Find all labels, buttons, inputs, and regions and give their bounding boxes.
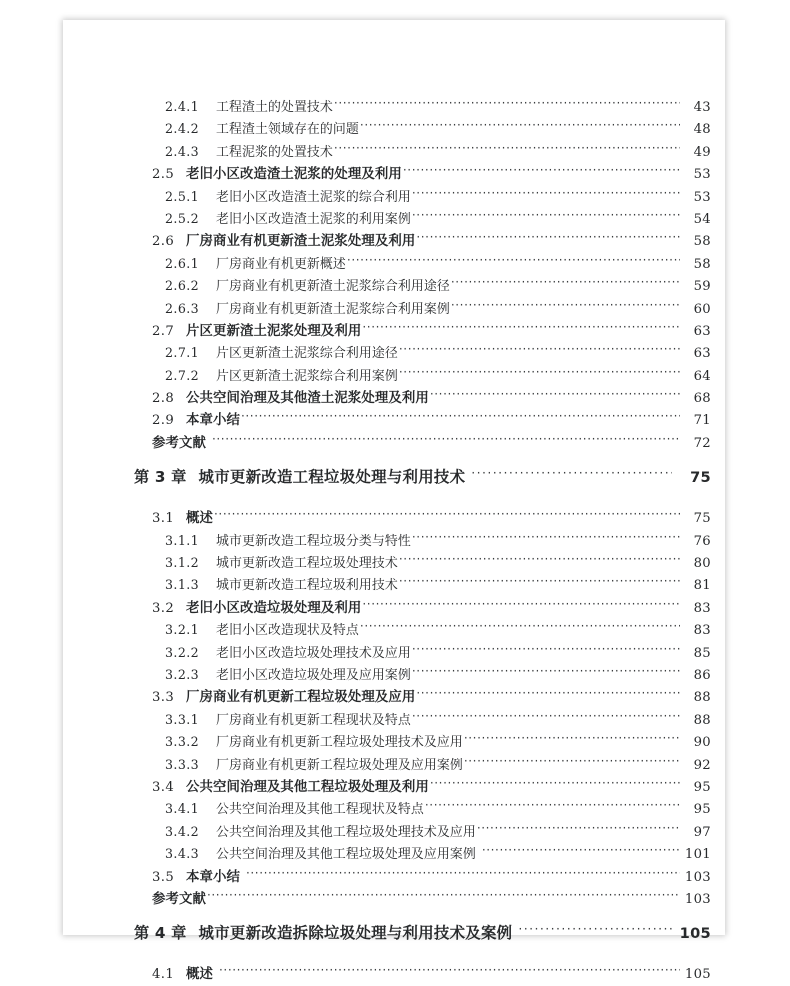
toc-entry-page-number: 81 [693, 578, 711, 594]
dot-leader [399, 576, 680, 589]
toc-section-entry[interactable] [63, 409, 725, 431]
toc-entry-page-number: 83 [693, 600, 711, 616]
toc-entry-number: 3.2 [152, 600, 175, 616]
toc-entry-page-number: 72 [693, 435, 711, 451]
toc-section-entry[interactable] [63, 963, 725, 985]
toc-entry-number: 2.9 [152, 413, 175, 429]
dot-leader [451, 300, 680, 313]
toc-entry-page-number: 105 [679, 925, 711, 943]
toc-entry-title: 厂房商业有机更新工程垃圾处理及应用案例 [216, 757, 463, 773]
dot-leader [412, 210, 680, 223]
toc-entry-page-number: 63 [693, 323, 711, 339]
dot-leader [334, 98, 680, 111]
toc-section-entry[interactable] [63, 208, 725, 230]
dot-leader [482, 845, 680, 858]
toc-entry-title: 片区更新渣土泥浆综合利用案例 [216, 368, 398, 384]
dot-leader [416, 688, 680, 701]
toc-entry-number: 2.7 [152, 323, 175, 339]
toc-entry-number: 3.1.2 [165, 555, 200, 571]
dot-leader [477, 823, 680, 836]
toc-entry-number: 2.7.2 [165, 367, 200, 383]
toc-section-entry[interactable] [63, 619, 725, 641]
toc-references-entry[interactable] [63, 432, 725, 454]
toc-entry-page-number: 97 [693, 824, 711, 840]
toc-entry-page-number: 64 [693, 368, 711, 384]
toc-section-entry[interactable] [63, 507, 725, 529]
toc-entry-page-number: 88 [693, 712, 711, 728]
dot-leader [360, 621, 680, 634]
toc-entry-number: 3.2.2 [165, 644, 200, 660]
toc-section-entry[interactable] [63, 530, 725, 552]
toc-entry-number: 3.1.3 [165, 577, 200, 593]
toc-entry-page-number: 86 [693, 667, 711, 683]
toc-entry-number: 3.4 [152, 779, 175, 795]
toc-section-entry[interactable] [63, 552, 725, 574]
dot-leader [399, 554, 680, 567]
toc-entry-page-number: 63 [693, 346, 711, 362]
toc-entry-title: 工程渣土的处置技术 [216, 100, 333, 115]
toc-entry-title: 片区更新渣土泥浆综合利用途径 [216, 346, 398, 362]
dot-leader [412, 644, 680, 657]
toc-entry-number: 2.5.2 [165, 210, 200, 226]
dot-leader [334, 143, 680, 156]
toc-entry-page-number: 53 [693, 189, 711, 205]
toc-section-entry[interactable] [63, 821, 725, 843]
toc-chapter-entry[interactable] [63, 921, 725, 951]
toc-entry-number: 2.5.1 [165, 188, 200, 204]
toc-section-entry[interactable] [63, 275, 725, 297]
toc-entry-title: 工程泥浆的处置技术 [216, 144, 333, 160]
toc-entry-number: 2.7.1 [165, 345, 200, 361]
toc-entry-number: 3.1.1 [165, 532, 200, 548]
toc-entry-number: 3.3.3 [165, 756, 200, 772]
dot-leader [430, 778, 680, 791]
toc-entry-page-number: 58 [693, 234, 711, 250]
toc-entry-page-number: 71 [693, 413, 711, 429]
toc-entry-title: 公共空间治理及其他工程现状及特点 [216, 802, 424, 818]
dot-leader [451, 277, 680, 290]
toc-section-entry[interactable] [63, 709, 725, 731]
toc-entry-page-number: 95 [693, 779, 711, 795]
toc-section-entry[interactable] [63, 230, 725, 252]
toc-entry-page-number: 105 [684, 967, 711, 983]
toc-entry-page-number: 43 [693, 100, 711, 115]
toc-entry-number: 2.8 [152, 391, 175, 407]
toc-entry-page-number: 101 [684, 847, 711, 863]
toc-entry-page-number: 59 [693, 279, 711, 295]
dot-leader [214, 509, 680, 522]
toc-entry-page-number: 60 [693, 301, 711, 317]
toc-entry-number: 2.6 [152, 234, 175, 250]
toc-section-entry[interactable] [63, 798, 725, 820]
toc-section-entry[interactable] [63, 118, 725, 140]
toc-entry-title: 本章小结 [186, 869, 240, 885]
toc-entry-page-number: 75 [693, 511, 711, 527]
toc-entry-title: 厂房商业有机更新渣土泥浆处理及利用 [186, 234, 416, 250]
toc-entry-number: 2.5 [152, 167, 175, 183]
toc-entry-number: 3.4.1 [165, 801, 200, 817]
dot-leader [412, 666, 680, 679]
toc-section-entry[interactable] [63, 754, 725, 776]
dot-leader [412, 711, 680, 724]
dot-leader [412, 532, 680, 545]
toc-entry-number: 3.3.2 [165, 734, 200, 750]
toc-entry-title: 城市更新改造工程垃圾处理技术 [216, 556, 398, 572]
toc-entry-title: 城市更新改造拆除垃圾处理与利用技术及案例 [198, 924, 513, 943]
toc-section-entry[interactable] [63, 686, 725, 708]
dot-leader [399, 344, 680, 357]
toc-entry-title: 老旧小区改造垃圾处理及利用 [186, 600, 362, 616]
dot-leader [416, 232, 680, 245]
toc-entry-title: 厂房商业有机更新渣土泥浆综合利用途径 [216, 279, 450, 295]
dot-leader [207, 890, 680, 903]
toc-section-entry[interactable] [63, 597, 725, 619]
toc-entry-title: 参考文献 [152, 435, 206, 451]
toc-entry-title: 公共空间治理及其他渣土泥浆处理及利用 [186, 391, 429, 407]
toc-section-entry[interactable] [63, 141, 725, 163]
dot-leader [399, 367, 680, 380]
toc-entry-page-number: 76 [693, 533, 711, 549]
dot-leader [471, 469, 672, 482]
toc-entry-title: 公共空间治理及其他工程垃圾处理及应用案例 [216, 847, 476, 863]
toc-entry-title: 厂房商业有机更新概述 [216, 256, 346, 272]
toc-entry-title: 厂房商业有机更新工程垃圾处理技术及应用 [216, 735, 463, 751]
toc-entry-page-number: 103 [684, 869, 711, 885]
dot-leader [360, 120, 680, 133]
toc-entry-title: 老旧小区改造渣土泥浆的利用案例 [216, 211, 411, 227]
toc-entry-number: 4.1 [152, 967, 175, 983]
dot-leader [362, 599, 680, 612]
toc-entry-number: 2.6.1 [165, 255, 200, 271]
dot-leader [246, 868, 680, 881]
toc-entry-page-number: 49 [693, 144, 711, 160]
table-of-contents [63, 20, 725, 986]
toc-entry-title: 厂房商业有机更新渣土泥浆综合利用案例 [216, 301, 450, 317]
toc-entry-page-number: 53 [693, 167, 711, 183]
toc-section-entry[interactable] [63, 186, 725, 208]
toc-entry-number: 第 4 章 [134, 924, 187, 943]
toc-entry-title: 城市更新改造工程垃圾利用技术 [216, 578, 398, 594]
toc-entry-page-number: 90 [693, 735, 711, 751]
dot-leader [362, 322, 680, 335]
toc-entry-page-number: 80 [693, 556, 711, 572]
dot-leader [212, 434, 680, 447]
toc-entry-title: 公共空间治理及其他工程垃圾处理及利用 [186, 779, 429, 795]
toc-section-entry[interactable] [63, 163, 725, 185]
toc-entry-number: 2.4.1 [165, 99, 200, 114]
toc-entry-title: 城市更新改造工程垃圾分类与特性 [216, 533, 411, 549]
toc-entry-title: 公共空间治理及其他工程垃圾处理技术及应用 [216, 824, 476, 840]
toc-entry-number: 3.4.3 [165, 846, 200, 862]
toc-entry-page-number: 88 [693, 690, 711, 706]
toc-entry-number: 2.6.3 [165, 300, 200, 316]
toc-entry-title: 老旧小区改造现状及特点 [216, 623, 359, 639]
toc-entry-number: 3.3.1 [165, 711, 200, 727]
toc-entry-page-number: 103 [684, 891, 711, 907]
dot-leader [518, 925, 672, 938]
toc-entry-page-number: 83 [693, 623, 711, 639]
dot-leader [464, 756, 680, 769]
toc-entry-page-number: 92 [693, 757, 711, 773]
dot-leader [412, 188, 680, 201]
toc-entry-page-number: 54 [693, 211, 711, 227]
toc-entry-title: 概述 [186, 511, 213, 527]
toc-section-entry[interactable] [63, 776, 725, 798]
toc-entry-title: 工程渣土领域存在的问题 [216, 122, 359, 138]
toc-section-entry[interactable] [63, 843, 725, 865]
toc-entry-number: 3.2.3 [165, 666, 200, 682]
toc-entry-number: 2.6.2 [165, 278, 200, 294]
toc-entry-title: 老旧小区改造渣土泥浆的综合利用 [216, 189, 411, 205]
dot-leader [464, 733, 680, 746]
toc-entry-title: 老旧小区改造渣土泥浆的处理及利用 [186, 167, 402, 183]
toc-entry-number: 3.5 [152, 869, 175, 885]
toc-entry-page-number: 68 [693, 391, 711, 407]
toc-section-entry[interactable] [63, 866, 725, 888]
toc-references-entry[interactable] [63, 888, 725, 910]
dot-leader [403, 165, 680, 178]
dot-leader [347, 255, 680, 268]
toc-entry-number: 3.3 [152, 690, 175, 706]
toc-section-entry[interactable] [63, 96, 725, 118]
toc-entry-title: 概述 [186, 967, 213, 983]
toc-entry-number: 2.4.3 [165, 143, 200, 159]
toc-entry-title: 老旧小区改造垃圾处理及应用案例 [216, 667, 411, 683]
toc-entry-page-number: 58 [693, 256, 711, 272]
toc-entry-page-number: 75 [690, 469, 711, 487]
toc-section-entry[interactable] [63, 298, 725, 320]
dot-leader [241, 411, 680, 424]
toc-section-entry[interactable] [63, 342, 725, 364]
toc-entry-title: 片区更新渣土泥浆处理及利用 [186, 323, 362, 339]
toc-entry-page-number: 95 [693, 802, 711, 818]
document-page-sheet [63, 20, 725, 983]
toc-section-entry[interactable] [63, 731, 725, 753]
toc-entry-page-number: 48 [693, 122, 711, 138]
toc-entry-title: 本章小结 [186, 413, 240, 429]
toc-entry-number: 第 3 章 [134, 468, 187, 487]
toc-entry-title: 参考文献 [152, 891, 206, 907]
toc-entry-number: 3.1 [152, 511, 175, 527]
dot-leader [430, 389, 680, 402]
toc-section-entry[interactable] [63, 387, 725, 409]
toc-section-entry[interactable] [63, 320, 725, 342]
toc-entry-title: 厂房商业有机更新工程现状及特点 [216, 712, 411, 728]
toc-section-entry[interactable] [63, 664, 725, 686]
toc-entry-number: 2.4.2 [165, 121, 200, 137]
toc-entry-title: 厂房商业有机更新工程垃圾处理及应用 [186, 690, 416, 706]
toc-entry-number: 3.4.2 [165, 823, 200, 839]
toc-entry-title: 老旧小区改造垃圾处理技术及应用 [216, 645, 411, 661]
toc-section-entry[interactable] [63, 574, 725, 596]
toc-entry-number: 3.2.1 [165, 622, 200, 638]
toc-entry-page-number: 85 [693, 645, 711, 661]
dot-leader [219, 965, 680, 978]
toc-section-entry[interactable] [63, 642, 725, 664]
toc-section-entry[interactable] [63, 365, 725, 387]
toc-chapter-entry[interactable] [63, 465, 725, 495]
toc-section-entry[interactable] [63, 253, 725, 275]
dot-leader [425, 800, 680, 813]
toc-entry-title: 城市更新改造工程垃圾处理与利用技术 [198, 468, 466, 487]
